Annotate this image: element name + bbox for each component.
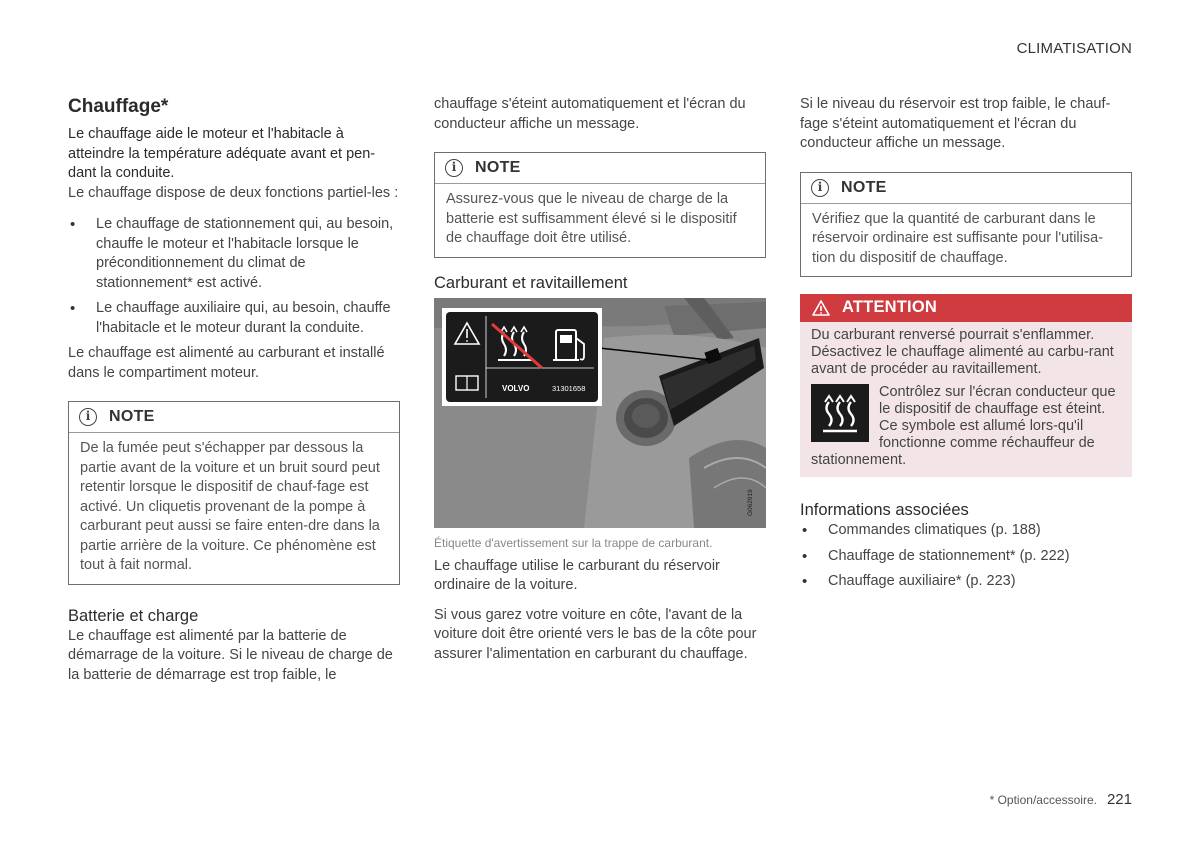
- note-label: NOTE: [475, 159, 521, 177]
- footnote: * Option/accessoire.: [989, 793, 1097, 807]
- note-box: [68, 401, 400, 585]
- note-label: NOTE: [841, 178, 887, 196]
- attention-body: [800, 322, 1132, 477]
- column-1: [68, 95, 400, 685]
- lead-paragraph: Le chauffage aide le moteur et l'habitacle à atteindre la température adéquate avant et pen-dant la conduite.: [68, 126, 376, 181]
- heater-symbol: [811, 384, 869, 442]
- heater-symbol-icon: [811, 384, 869, 442]
- related-list: [800, 521, 1132, 592]
- fuel-flap-figure: [434, 298, 766, 528]
- figure-caption: Étiquette d'avertissement sur la trappe de carburant.: [434, 535, 713, 550]
- column-2: [434, 95, 766, 674]
- related-link-auxiliary-heater[interactable]: • Chauffage auxiliaire* (p. 223): [800, 572, 1132, 592]
- continued-paragraph: chauffage s'éteint automatiquement et l'écran du conducteur affiche un message.: [434, 96, 746, 132]
- related-heading: Informations associées: [800, 501, 969, 519]
- page-number: 221: [1106, 791, 1132, 808]
- fuel-usage-paragraph: Le chauffage utilise le carburant du réservoir ordinaire de la voiture.: [434, 557, 720, 593]
- info-icon: i: [445, 159, 463, 177]
- fuel-paragraph: Le chauffage est alimenté au carburant et installé dans le compartiment moteur.: [68, 345, 385, 381]
- figure-code: G062919: [747, 488, 754, 516]
- battery-paragraph: Le chauffage est alimenté par la batterie de démarrage de la voiture. Si le niveau de charge de la batterie de démarrage est trop faible, le: [68, 627, 393, 683]
- heater-functions-list: [68, 215, 400, 338]
- note-text: Vérifiez que la quantité de carburant dans le réservoir ordinaire est suffisante pour l'utilisa-tion du dispositif de chauffage.: [812, 210, 1104, 266]
- related-link-climate-controls[interactable]: • Commandes climatiques (p. 188): [800, 521, 1132, 541]
- warning-triangle-icon: [812, 300, 830, 316]
- attention-box: [800, 294, 1132, 477]
- label-brand: VOLVO: [502, 383, 530, 393]
- note-box: [800, 172, 1132, 278]
- battery-heading: Batterie et charge: [68, 606, 199, 625]
- related-link-parking-heater[interactable]: • Chauffage de stationnement* (p. 222): [800, 547, 1132, 567]
- slope-paragraph: Si vous garez votre voiture en côte, l'avant de la voiture doit être orienté vers le bas de la côte pour assurer l'alimentation en carburant du chauffage.: [434, 606, 757, 662]
- note-header: [69, 402, 399, 433]
- note-header: [435, 153, 765, 184]
- note-text: De la fumée peut s'échapper par dessous la partie avant de la voiture et un bruit sourd peut retentir lorsque le dispositif de chauf-fage est activé. Un cliquetis provenant de la pompe à carburant peut aussi se faire enten-dre dans la partie arrière de la voiture. Ce phénomène est tout à fait normal.: [80, 440, 380, 573]
- list-item: • Le chauffage de stationnement qui, au besoin, chauffe le moteur et l'habitacle lorsque le préconditionnement du climat de stationnement* est activé.: [68, 215, 400, 293]
- fuel-heading: Carburant et ravitaillement: [434, 273, 628, 292]
- column-3: [800, 95, 1132, 598]
- attention-symbol-text: Contrôlez sur l'écran conducteur que le dispositif de chauffage est éteint. Ce symbole est allumé lors-qu'il fonctionne comme réchauffeur de stationnement.: [811, 384, 1116, 468]
- info-icon: i: [79, 408, 97, 426]
- fuel-flap-illustration: [434, 298, 766, 528]
- info-icon: i: [811, 179, 829, 197]
- note-header: [801, 173, 1131, 204]
- note-text: Assurez-vous que le niveau de charge de la batterie est suffisamment élevé si le dispositif de chauffage doit être utilisé.: [446, 191, 737, 246]
- label-code: 31301658: [552, 383, 586, 393]
- attention-header: [800, 294, 1132, 322]
- note-box: [434, 152, 766, 258]
- page-footer: [990, 791, 1132, 808]
- list-item: • Le chauffage auxiliaire qui, au besoin, chauffe l'habitacle et le moteur durant la conduite.: [68, 299, 400, 338]
- note-label: NOTE: [109, 408, 155, 426]
- page-title: Chauffage*: [68, 96, 169, 117]
- attention-text: Du carburant renversé pourrait s'enflammer. Désactivez le chauffage alimenté au carbu-rant avant de procéder au ravitaillement.: [811, 327, 1114, 377]
- continued-paragraph: Si le niveau du réservoir est trop faible, le chauf-fage s'éteint automatiquement et l'écran du conducteur affiche un message.: [800, 96, 1111, 151]
- section-header: CLIMATISATION: [1016, 40, 1132, 57]
- intro-paragraph: Le chauffage dispose de deux fonctions partiel-les :: [68, 184, 399, 201]
- attention-label: ATTENTION: [842, 298, 937, 317]
- attention-symbol-block: [811, 384, 1120, 469]
